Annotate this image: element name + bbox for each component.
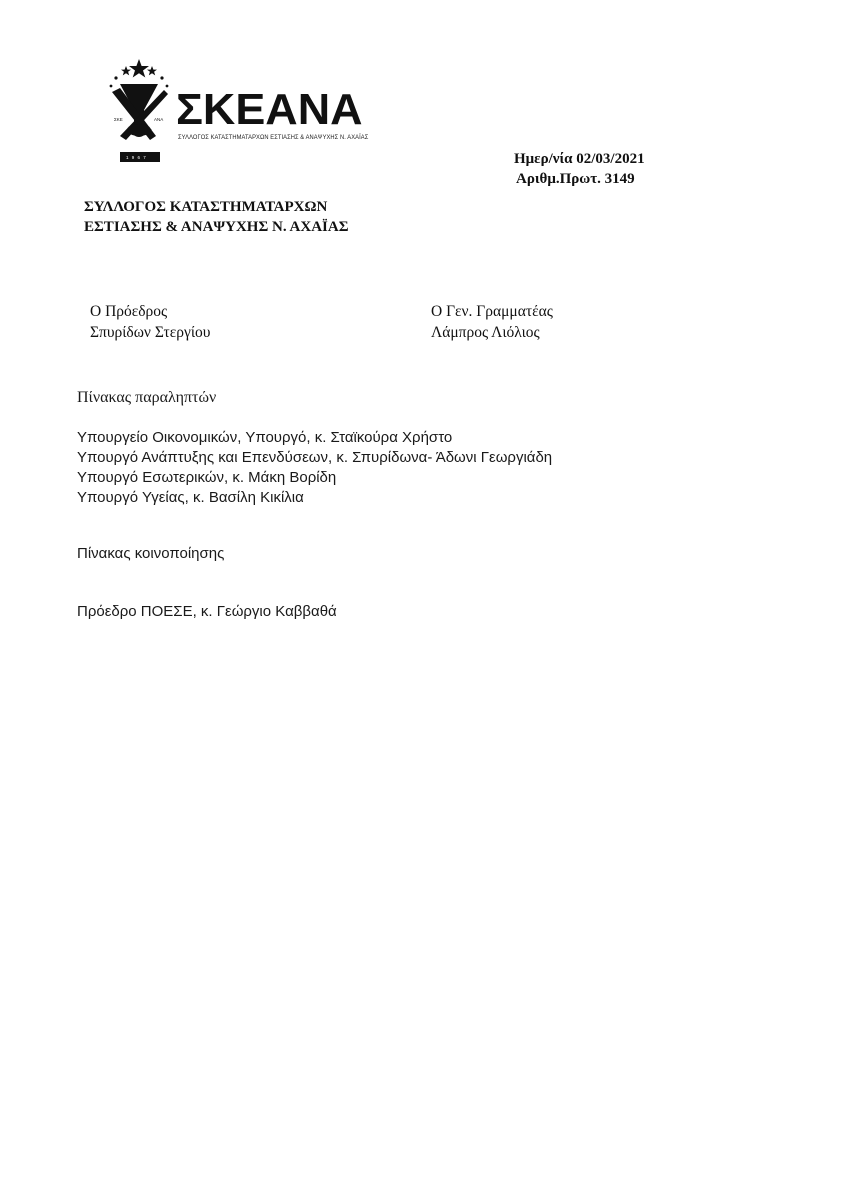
notification-title: Πίνακας κοινοποίησης — [77, 545, 225, 562]
list-item: Υπουργό Εσωτερικών, κ. Μάκη Βορίδη — [77, 469, 337, 486]
signature-president — [90, 301, 210, 343]
document-meta — [514, 149, 645, 189]
star-icon — [121, 66, 131, 75]
notification-list — [77, 603, 337, 620]
emblem-text-right: ΑΝΑ — [154, 117, 164, 122]
protocol-number: Αριθμ.Πρωτ. 3149 — [516, 171, 635, 187]
list-item: Υπουργείο Οικονομικών, Υπουργό, κ. Σταϊκούρα Χρήστο — [77, 429, 453, 446]
signature-name: Λάμπρος Λιόλιος — [431, 324, 540, 341]
restaurant-emblem-icon — [106, 58, 172, 168]
logo-subtitle: ΣΥΛΛΟΓΟΣ ΚΑΤΑΣΤΗΜΑΤΑΡΧΩΝ ΕΣΤΙΑΣΗΣ & ΑΝΑΨΥΧΗΣ Ν. ΑΧΑΪΑΣ — [178, 134, 369, 141]
star-icon — [147, 66, 157, 75]
signature-role: Ο Πρόεδρος — [90, 303, 168, 320]
signature-role: Ο Γεν. Γραμματέας — [431, 303, 553, 320]
recipients-title: Πίνακας παραληπτών — [77, 389, 217, 406]
list-item: Υπουργό Υγείας, κ. Βασίλη Κικίλια — [77, 489, 304, 506]
list-item: Υπουργό Ανάπτυξης και Επενδύσεων, κ. Σπυρίδωνα- Άδωνι Γεωργιάδη — [77, 449, 553, 466]
recipients-list — [77, 428, 552, 508]
logo-wordmark: ΣΚΕΑΝΑ — [176, 85, 363, 134]
document-date: Ημερ/νία 02/03/2021 — [514, 151, 645, 167]
star-icon — [129, 59, 149, 78]
organization-logo — [106, 58, 369, 168]
signature-name: Σπυρίδων Στεργίου — [90, 324, 211, 341]
organization-name-line2: ΕΣΤΙΑΣΗΣ & ΑΝΑΨΥΧΗΣ Ν. ΑΧΑΪΑΣ — [84, 219, 349, 235]
list-item: Πρόεδρο ΠΟΕΣΕ, κ. Γεώργιο Καββαθά — [77, 603, 337, 620]
emblem-year: 1 9 6 7 — [126, 155, 147, 160]
organization-name — [84, 197, 349, 237]
emblem-text-left: ΣΚΕ — [114, 117, 123, 122]
organization-name-line1: ΣΥΛΛΟΓΟΣ ΚΑΤΑΣΤΗΜΑΤΑΡΧΩΝ — [84, 199, 328, 215]
signature-secretary — [431, 301, 553, 343]
